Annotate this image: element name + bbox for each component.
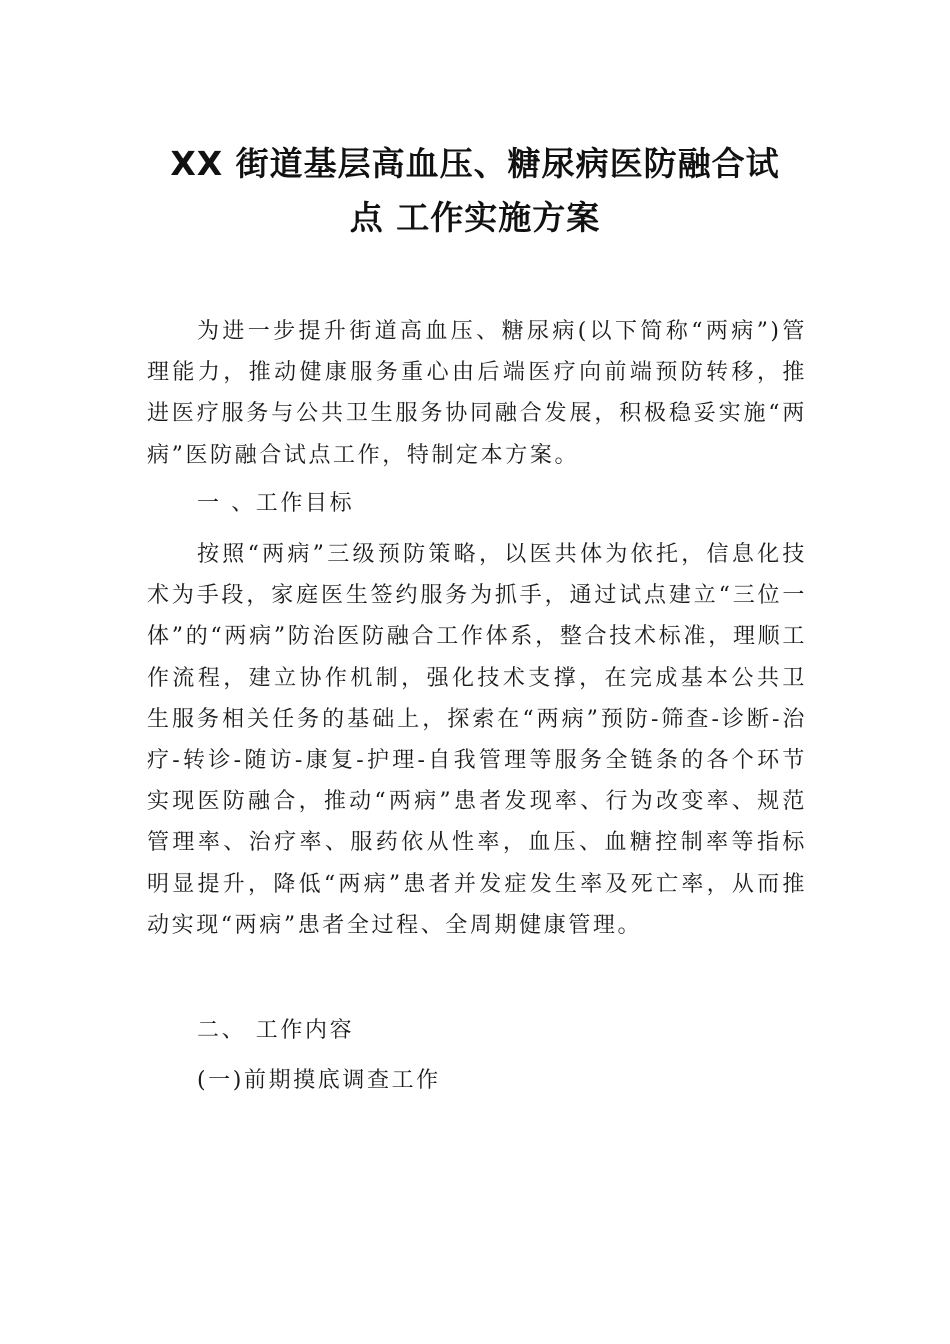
section-1-heading: 一 、工作目标 — [197, 491, 355, 516]
section-2-heading-block — [147, 1010, 807, 1051]
intro-paragraph-block — [147, 311, 807, 476]
intro-paragraph: 为进一步提升街道高血压、糖尿病(以下简称“两病”)管理能力，推动健康服务重心由后端医疗向前端预防转移，推进医疗服务与公共卫生服务协同融合发展，积极稳妥实施“两病”医防融合试点工作，特制定本方案。 — [147, 319, 807, 468]
document-title-line-2: 点 工作实施方案 — [349, 198, 601, 237]
section-2-heading: 二、 工作内容 — [197, 1018, 355, 1043]
section-1-paragraph: 按照“两病”三级预防策略，以医共体为依托，信息化技术为手段，家庭医生签约服务为抓手，通过试点建立“三位一体”的“两病”防治医防融合工作体系，整合技术标准，理顺工作流程，建立协作机制，强化技术支撑，在完成基本公共卫生服务相关任务的基础上，探索在“两病”预防-筛查-诊断-治疗-转诊-随访-康复-护理-自我管理等服务全链条的各个环节实现医防融合，推动“两病”患者发现率、行为改变率、规范管理率、治疗率、服药依从性率，血压、血糖控制率等指标明显提升，降低“两病”患者并发症发生率及死亡率，从而推动实现“两病”患者全过程、全周期健康管理。 — [147, 542, 807, 938]
subsection-1-heading-block — [147, 1060, 807, 1101]
document-title-line-1: XX 街道基层高血压、糖尿病医防融合试 — [170, 144, 780, 183]
section-1-heading-block — [147, 483, 807, 524]
subsection-1-heading: (一)前期摸底调查工作 — [197, 1068, 441, 1093]
section-1-paragraph-block — [147, 534, 807, 946]
